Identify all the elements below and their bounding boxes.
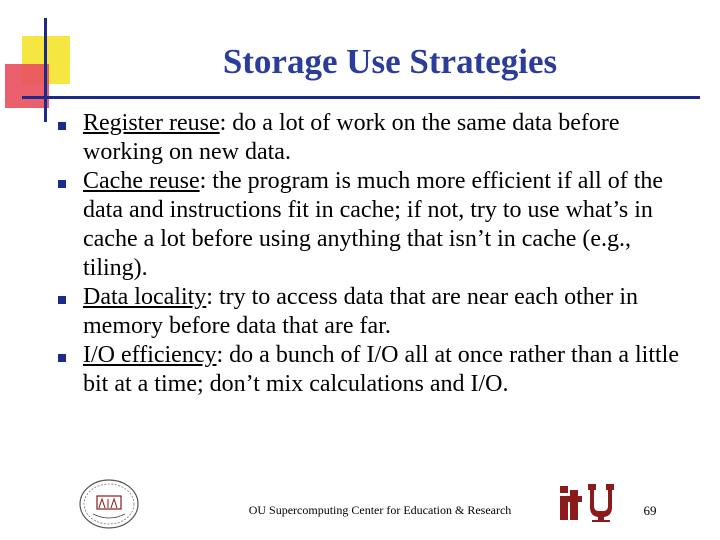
title-divider-line <box>22 96 700 99</box>
bullet-term: Cache reuse <box>83 168 200 194</box>
bullet-item <box>55 341 695 399</box>
square-bullet-icon <box>58 296 66 304</box>
bullet-text: : try to access data that are near each other in memory before data that are far. <box>83 284 639 339</box>
bullet-item <box>55 283 695 341</box>
square-bullet-icon <box>58 354 66 362</box>
bullet-term: Register reuse <box>83 110 220 136</box>
bullet-term: I/O efficiency <box>83 342 217 368</box>
square-bullet-icon <box>58 180 66 188</box>
decorative-red-square <box>5 64 49 108</box>
bullet-text: : do a lot of work on the same data before working on new data. <box>83 110 620 165</box>
bullet-text: : do a bunch of I/O all at once rather than a little bit at a time; don’t mix calculations and I/O. <box>83 342 679 397</box>
university-seal-icon <box>78 478 140 530</box>
it-ou-logo-icon <box>556 480 622 524</box>
decorative-vertical-line <box>44 18 47 122</box>
bullet-list <box>55 109 695 399</box>
square-bullet-icon <box>58 122 66 130</box>
bullet-text: : the program is much more efficient if all of the data and instructions fit in cache; if not, try to use what’s in cache a lot before using anything that isn’t in cache (e.g., tiling). <box>83 168 664 281</box>
bullet-item <box>55 167 695 283</box>
slide-title: Storage Use Strategies <box>222 42 558 81</box>
footer-organization: OU Supercomputing Center for Education & Research <box>248 503 512 517</box>
page-number: 69 <box>643 503 657 518</box>
bullet-term: Data locality <box>83 284 207 310</box>
bullet-item <box>55 109 695 167</box>
